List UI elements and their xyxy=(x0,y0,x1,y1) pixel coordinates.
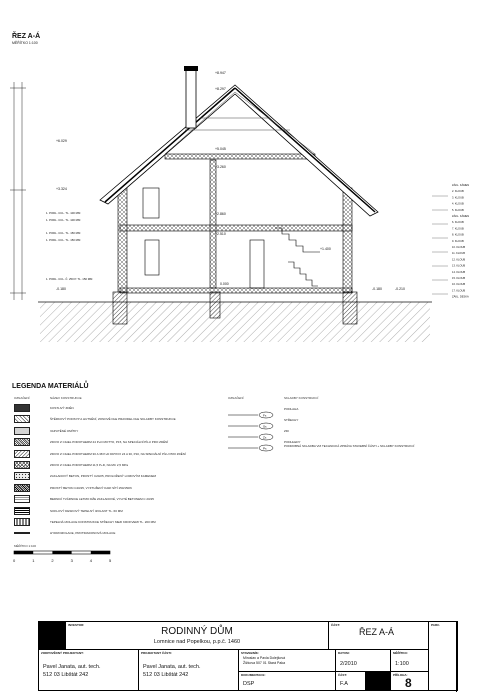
chimney xyxy=(186,70,196,128)
legend-row xyxy=(14,450,214,460)
marker-row xyxy=(228,439,468,449)
floor-label: 1. PODL. CCL. Č. 250 P. TL. 150 MM xyxy=(46,277,93,281)
level-label: +3.260 xyxy=(215,165,226,169)
tb-designer-address: 512 03 Libštát 242 xyxy=(143,672,189,678)
legend-row xyxy=(14,438,214,448)
marker-text: STŘECHY xyxy=(284,418,299,422)
foundation-right xyxy=(343,292,357,324)
tb-project-location: Lomnice nad Popelkou, p.p.č. 1460 xyxy=(153,639,241,645)
legend-text: ZDIVO Z CIHEL POROTHERM 44 P+D MOTTO, P15, NA SPECIÁLNÍ PÍLU PRO ZDĚNÍ xyxy=(50,440,169,445)
side-label: 15. KLOUB xyxy=(452,277,466,280)
level-label: +8.297 xyxy=(215,87,226,91)
scalebar-label: MĚŘÍTKO 1:100 xyxy=(14,544,37,548)
legend-row xyxy=(14,507,214,517)
scale-tick: 0 xyxy=(13,558,16,563)
legend-text: ZDIVO Z CIHEL POROTHERM 30 A 38 P+D DRYFIX 24 A 30, P10, NA SPECIÁLNÍ PÍLU PRO ZDĚNÍ xyxy=(50,451,186,456)
legend-text: VAPUTĚNÉ OMÍTKY xyxy=(50,428,79,433)
marker-text: PODHLEDY PODROBNÁ SKLADBA VIZ TECHNICKÁ ZPRÁVA STAVEBNÍ ČÁSTI + SKLADBY KONSTRUKCÍ xyxy=(284,440,415,448)
side-label: ZÁKL. KÁMEN xyxy=(452,184,470,187)
side-label: 2. KLOUB xyxy=(452,190,464,194)
tb-builder-name: Miroslav a Pavla Dolejšová xyxy=(243,656,286,660)
legend-swatch xyxy=(14,472,30,480)
legend-row xyxy=(14,415,214,425)
legend-row xyxy=(14,472,214,482)
legend-row xyxy=(14,518,214,528)
svg-text:Px: Px xyxy=(263,446,267,451)
chimney-cap xyxy=(184,66,198,71)
scale-tick: 1 xyxy=(32,558,35,563)
legend-row xyxy=(14,461,214,471)
legend-text: HYDROIZOLACE, PROTIRADONOVÁ IZOLACE xyxy=(50,531,116,536)
legend-swatch xyxy=(14,484,30,492)
scale-tick: 5 xyxy=(109,558,112,563)
marker-row xyxy=(228,406,468,416)
title-block xyxy=(38,621,458,691)
scale-tick: 2 xyxy=(51,558,54,563)
legend-row xyxy=(14,529,214,539)
tb-drawing-label: ČÁST: xyxy=(338,673,347,677)
legend-swatch xyxy=(14,461,30,469)
level-label: -0.210 xyxy=(395,287,405,291)
tb-builder-label: STAVEBNÍK: xyxy=(241,651,259,655)
drawing-scale: MĚŘÍTKO 1:100 xyxy=(12,41,38,45)
tb-investor-label: INVESTOR: xyxy=(68,623,85,627)
legend-row xyxy=(14,495,214,505)
svg-text:Zx: Zx xyxy=(263,435,267,440)
scale-tick: 3 xyxy=(70,558,73,563)
tb-sheet-label: PŘÍLOHA: xyxy=(393,673,408,677)
terrain xyxy=(40,302,430,342)
tb-drawing-title: ŘEZ A-Á xyxy=(359,627,395,637)
tb-date-label: DATUM: xyxy=(338,651,350,655)
legend-row xyxy=(14,427,214,437)
tb-part-label: ČÁST: xyxy=(331,623,340,627)
level-label: +2.510 xyxy=(215,232,226,236)
level-label: +5.045 xyxy=(215,147,226,151)
marker-row xyxy=(228,417,468,427)
tb-scale: 1:100 xyxy=(395,661,409,667)
side-label: 6. KLOUB xyxy=(452,221,464,225)
ground-slab xyxy=(120,288,352,293)
tb-sheet: 8 xyxy=(405,676,412,690)
side-label: 13. KLOUB xyxy=(452,264,466,268)
side-label: 3. KLOUB xyxy=(452,196,464,200)
tb-responsible-label: ZODPOVĚDNÝ PROJEKTANT: xyxy=(41,651,84,655)
legend-text: SOKLOVÝ DESKOVÝ TEPELNÝ IZOLANT TL. 60 MM xyxy=(50,508,123,513)
side-label: 7. KLOUB xyxy=(452,227,464,231)
side-label: 8. KLOUB xyxy=(452,233,464,237)
tb-project-name: RODINNÝ DŮM xyxy=(161,626,233,637)
floor-label: 1. PODL. CCL. TL. 150 MM xyxy=(46,231,81,235)
markers-col-name: SKLADBY KONSTRUKCÍ xyxy=(284,396,319,400)
level-label: -0.180 xyxy=(372,287,382,291)
level-label: +3.324 xyxy=(56,187,67,191)
legend-swatch xyxy=(14,404,30,412)
level-label: -0.180 xyxy=(56,287,66,291)
door xyxy=(250,240,264,288)
legend-swatch xyxy=(14,532,30,534)
wall-right xyxy=(343,188,352,292)
legend-swatch xyxy=(14,450,30,458)
left-dimension xyxy=(10,82,26,300)
side-label: 11. KLOUB xyxy=(452,252,465,256)
legend-text: BEDNICÍ TVÁRNICE LETMO DŽE ZAKLADOVÉ, VYLITÉ BETONEM C 20/25 xyxy=(50,497,154,502)
floor-label: 1. PODL. CCL. TL. 150 MM xyxy=(46,238,81,242)
window-ground xyxy=(145,240,159,275)
legend-swatch xyxy=(14,495,30,503)
tb-drawing: F.A xyxy=(340,681,348,687)
legend-swatch xyxy=(14,415,30,423)
legend-title: LEGENDA MATERIÁLŮ xyxy=(12,383,89,390)
window-upper xyxy=(143,188,159,218)
tb-doc-label: DOKUMENTACE: xyxy=(241,673,266,677)
side-label: 10. KLOUB xyxy=(452,246,466,249)
legend-text: ZAKLADOVÝ BETON, PROSTÝ C20/25, PROLOŽENÝ LOMOVÝM KAMENEM xyxy=(50,474,156,479)
staircase xyxy=(275,228,320,286)
section-drawing xyxy=(0,45,494,365)
side-label: 12. KLOUB xyxy=(452,258,466,262)
level-label: +2.860 xyxy=(215,212,226,216)
marker-text: PODLAHA xyxy=(284,407,299,411)
legend-text: TEPELNÁ IZOLACE KONSTRUKCE STŘECHY MEZI KROKVEMI TL. 200 MM xyxy=(50,520,156,524)
tb-date: 2/2010 xyxy=(340,661,357,667)
foundation-left xyxy=(113,292,127,324)
tb-investor xyxy=(66,622,329,650)
legend-row xyxy=(14,404,214,414)
roof xyxy=(100,85,378,216)
level-label: 0.000 xyxy=(220,282,229,286)
legend-swatch xyxy=(14,518,30,526)
right-level-marks xyxy=(432,196,448,294)
side-labels xyxy=(452,183,469,299)
scalebar xyxy=(14,550,114,566)
wall-left xyxy=(118,188,127,292)
legend-col-mark: OZNAČENÍ xyxy=(14,396,30,400)
tb-responsible-name: Pavel Janata, aut. tech. xyxy=(43,664,101,670)
level-label: +1.400 xyxy=(320,247,331,251)
svg-text:Fx: Fx xyxy=(263,413,267,418)
side-label: 9. KLOUB xyxy=(452,239,464,243)
tb-designer-name: Pavel Janata, aut. tech. xyxy=(143,664,201,670)
attic-slab xyxy=(165,154,315,159)
wall-inner xyxy=(210,160,216,288)
legend-text: ZDIVO Z CIHEL POROTHERM 11,5 P+D, NA MC 2,5 MPa xyxy=(50,463,129,467)
tb-scale-label: MĚŘÍTKO: xyxy=(393,651,408,655)
drawing-title: ŘEZ A-Á xyxy=(12,33,41,40)
side-label: 4. KLOUB xyxy=(452,202,464,206)
legend-swatch xyxy=(14,427,30,435)
marker-row xyxy=(228,428,468,438)
level-label: +6.029 xyxy=(56,139,67,143)
legend-swatch xyxy=(14,507,30,515)
floor-label: 1. PODL. CCL. TL. 100 MM xyxy=(46,211,81,215)
legend-col-name: NÁZEV KONSTRUKCE xyxy=(50,396,82,400)
markers-col-mark: OZNAČENÍ xyxy=(228,396,244,400)
side-label: ZÁKL. DESKA xyxy=(452,295,469,299)
level-label: +8.947 xyxy=(215,71,226,75)
marker-symbol xyxy=(228,444,280,452)
side-label: 5. KLOUB xyxy=(452,208,464,212)
tb-part-no-label: PARC. xyxy=(431,623,441,627)
legend-swatch xyxy=(14,438,30,446)
foundation-mid xyxy=(210,292,220,318)
side-label: 14. KLOUB xyxy=(452,270,466,274)
tb-builder-address: Žižkova 507 01 Stará Paka xyxy=(243,661,286,665)
legend-text: ŠTĚRKOVÝ PODSYP A HUTNĚNÍ, ZONOVĚ DLE PRAVIDEL DLE SKLADBY KONSTRUKCE xyxy=(50,417,176,422)
ceiling-slab xyxy=(120,225,352,231)
side-label: 16. KLOUB xyxy=(452,283,466,287)
side-label: 17. KLOUB xyxy=(452,289,466,293)
marker-text: ZDI xyxy=(284,429,289,433)
tb-doc: DSP xyxy=(243,681,255,687)
scale-tick: 4 xyxy=(89,558,93,563)
side-label: ZÁKL. KÁMEN xyxy=(452,215,470,218)
tb-designer-label: PROJEKTANT ČÁSTI: xyxy=(141,651,172,655)
legend-text: PROSTÝ BETON C20/25, VYZTUŽENÝ KARI SÍTÍ 150/150/6 xyxy=(50,485,132,490)
svg-text:Sx: Sx xyxy=(263,424,267,429)
legend-row xyxy=(14,484,214,494)
legend-text: KOSTLIVÝ ZDĚN xyxy=(50,406,74,410)
tb-responsible-address: 512 03 Libštát 242 xyxy=(43,672,89,678)
floor-label: 1. PODL. CCL. TL. 100 MM xyxy=(46,218,81,222)
